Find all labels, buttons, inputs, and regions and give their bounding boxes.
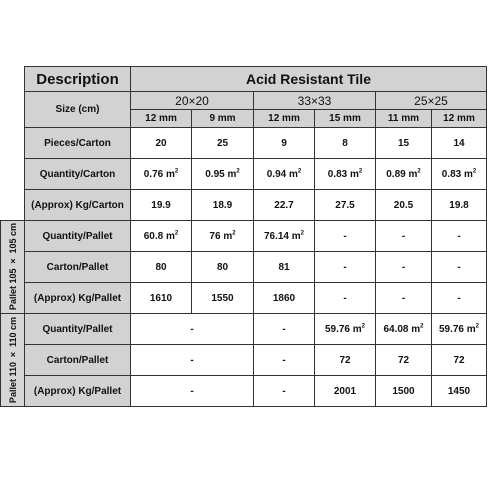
cell-value: 20.5 xyxy=(393,199,414,211)
value-cell xyxy=(192,128,254,159)
cell-value: 80 xyxy=(216,261,229,273)
value-cell xyxy=(315,159,376,190)
table-row xyxy=(1,345,487,376)
unit-superscript: 2 xyxy=(297,168,302,175)
cell-value: - xyxy=(401,292,406,304)
merged-dash-cell xyxy=(131,314,254,345)
cell-value: 0.94 m xyxy=(266,168,298,180)
unit-superscript: 2 xyxy=(232,230,236,237)
row-label xyxy=(25,314,131,345)
cell-value: - xyxy=(457,292,461,304)
value-cell xyxy=(376,221,432,252)
size-33x33: 33×33 xyxy=(254,92,376,110)
pallet1-side-label xyxy=(1,221,25,314)
row-label xyxy=(25,221,131,252)
cell-value: 59.76 m xyxy=(324,323,362,335)
row-label xyxy=(25,128,131,159)
cell-value: - xyxy=(282,323,286,335)
value-cell xyxy=(432,128,487,159)
value-cell xyxy=(376,283,432,314)
thickness-cell: 9 mm xyxy=(192,110,254,128)
cell-value: 14 xyxy=(453,137,465,149)
value-cell xyxy=(376,252,432,283)
cell-value: 0.95 m xyxy=(205,168,237,180)
value-cell xyxy=(315,128,376,159)
value-cell xyxy=(192,221,254,252)
merged-dash-cell xyxy=(131,376,254,407)
cell-value: 59.76 m xyxy=(438,323,476,335)
cell-value: 60.8 m xyxy=(143,230,175,242)
cell-value: 0.83 m xyxy=(441,168,473,180)
unit-superscript: 2 xyxy=(361,323,366,330)
cell-value: 0.89 m xyxy=(386,168,418,180)
size-25x25: 25×25 xyxy=(376,92,487,110)
table-row xyxy=(1,252,487,283)
size-20x20: 20×20 xyxy=(131,92,254,110)
cell-value: Carton/Pallet xyxy=(46,354,109,366)
cell-value: - xyxy=(401,261,406,273)
value-cell xyxy=(376,159,432,190)
table-row xyxy=(1,190,487,221)
cell-value: 19.8 xyxy=(449,199,469,211)
corner-blank xyxy=(1,67,25,92)
table-row xyxy=(1,314,487,345)
cell-value: 15 xyxy=(397,137,410,149)
table-row xyxy=(1,128,487,159)
thickness-cell: 12 mm xyxy=(432,110,487,128)
cell-value: 19.9 xyxy=(151,199,171,211)
cell-value: (Approx) Kg/Pallet xyxy=(33,385,122,397)
cell-value: (Approx) Kg/Pallet xyxy=(33,292,122,304)
value-cell xyxy=(315,283,376,314)
value-cell xyxy=(432,252,487,283)
value-cell xyxy=(254,221,315,252)
cell-value: - xyxy=(343,230,347,242)
value-cell xyxy=(432,221,487,252)
unit-superscript: 2 xyxy=(417,168,421,175)
value-cell xyxy=(131,128,192,159)
cell-value: - xyxy=(190,385,194,397)
value-cell xyxy=(376,128,432,159)
cell-value: - xyxy=(282,385,286,397)
value-cell xyxy=(315,345,376,376)
description-header: Description xyxy=(25,67,131,92)
value-cell xyxy=(315,314,376,345)
cell-value: 0.76 m xyxy=(143,168,175,180)
cell-value: 1500 xyxy=(392,385,415,397)
merged-dash-cell xyxy=(131,345,254,376)
value-cell xyxy=(192,252,254,283)
cell-value: 1450 xyxy=(447,385,471,397)
pallet-size-label: Pallet 110 × 110 cm xyxy=(7,316,18,404)
row-label xyxy=(25,345,131,376)
cell-value: 72 xyxy=(339,354,351,366)
value-cell xyxy=(192,159,254,190)
cell-value: Quantity/Pallet xyxy=(42,323,113,335)
cell-value: 1550 xyxy=(211,292,234,304)
size-header: Size (cm) xyxy=(25,92,131,128)
cell-value: Pieces/Carton xyxy=(44,137,111,149)
value-cell xyxy=(432,190,487,221)
value-cell xyxy=(432,283,487,314)
table-row xyxy=(1,376,487,407)
value-cell xyxy=(254,376,315,407)
value-cell xyxy=(315,190,376,221)
cell-value: 2001 xyxy=(333,385,357,397)
value-cell xyxy=(432,314,487,345)
value-cell xyxy=(192,190,254,221)
cell-value: Quantity/Pallet xyxy=(42,230,113,242)
cell-value: 25 xyxy=(216,137,229,149)
value-cell xyxy=(131,283,192,314)
cell-value: Carton/Pallet xyxy=(46,261,109,273)
cell-value: - xyxy=(343,292,347,304)
value-cell xyxy=(254,159,315,190)
table-row xyxy=(1,221,487,252)
value-cell xyxy=(376,190,432,221)
value-cell xyxy=(432,159,487,190)
value-cell xyxy=(254,283,315,314)
value-cell xyxy=(254,190,315,221)
cell-value: - xyxy=(190,354,194,366)
unit-superscript: 2 xyxy=(174,168,179,175)
unit-superscript: 2 xyxy=(475,323,480,330)
table-row xyxy=(1,283,487,314)
unit-superscript: 2 xyxy=(420,323,424,330)
value-cell xyxy=(254,252,315,283)
thickness-cell: 12 mm xyxy=(131,110,192,128)
cell-value: - xyxy=(282,354,286,366)
value-cell xyxy=(376,314,432,345)
pallet-size-label: Pallet 105 × 105 cm xyxy=(7,223,18,311)
acid-resistant-tile-table xyxy=(0,66,487,407)
cell-value: - xyxy=(190,323,194,335)
cell-value: 76.14 m xyxy=(263,230,301,242)
unit-superscript: 2 xyxy=(174,230,179,237)
value-cell xyxy=(315,221,376,252)
product-header: Acid Resistant Tile xyxy=(131,67,487,92)
value-cell xyxy=(432,376,487,407)
cell-value: 22.7 xyxy=(274,199,294,211)
cell-value: 20 xyxy=(155,137,167,149)
pallet2-side-label xyxy=(1,314,25,407)
cell-value: 72 xyxy=(397,354,410,366)
row-label xyxy=(25,190,131,221)
unit-superscript: 2 xyxy=(300,230,305,237)
row-label xyxy=(25,283,131,314)
cell-value: 72 xyxy=(453,354,465,366)
value-cell xyxy=(376,345,432,376)
cell-value: 1610 xyxy=(149,292,173,304)
cell-value: 27.5 xyxy=(335,199,355,211)
value-cell xyxy=(131,159,192,190)
cell-value: Quantity/Carton xyxy=(39,168,116,180)
cell-value: 81 xyxy=(278,261,290,273)
value-cell xyxy=(315,252,376,283)
cell-value: 64.08 m xyxy=(383,323,421,335)
value-cell xyxy=(192,283,254,314)
thickness-cell: 12 mm xyxy=(254,110,315,128)
cell-value: 76 m xyxy=(209,230,233,242)
cell-value: 0.83 m xyxy=(327,168,359,180)
table-row xyxy=(1,159,487,190)
unit-superscript: 2 xyxy=(358,168,363,175)
cell-value: 9 xyxy=(281,137,287,149)
cell-value: 1860 xyxy=(272,292,296,304)
value-cell xyxy=(131,252,192,283)
value-cell xyxy=(131,221,192,252)
cell-value: (Approx) Kg/Carton xyxy=(31,199,124,211)
cell-value: - xyxy=(457,261,461,273)
value-cell xyxy=(315,376,376,407)
cell-value: 8 xyxy=(342,137,348,149)
value-cell xyxy=(376,376,432,407)
value-cell xyxy=(254,345,315,376)
row-label xyxy=(25,159,131,190)
unit-superscript: 2 xyxy=(236,168,240,175)
value-cell xyxy=(254,314,315,345)
value-cell xyxy=(254,128,315,159)
row-label xyxy=(25,376,131,407)
cell-value: 80 xyxy=(155,261,167,273)
value-cell xyxy=(131,190,192,221)
cell-value: 18.9 xyxy=(212,199,233,211)
cell-value: - xyxy=(343,261,347,273)
row-label xyxy=(25,252,131,283)
thickness-cell: 15 mm xyxy=(315,110,376,128)
unit-superscript: 2 xyxy=(472,168,477,175)
thickness-cell: 11 mm xyxy=(376,110,432,128)
cell-value: - xyxy=(401,230,406,242)
value-cell xyxy=(432,345,487,376)
cell-value: - xyxy=(457,230,461,242)
